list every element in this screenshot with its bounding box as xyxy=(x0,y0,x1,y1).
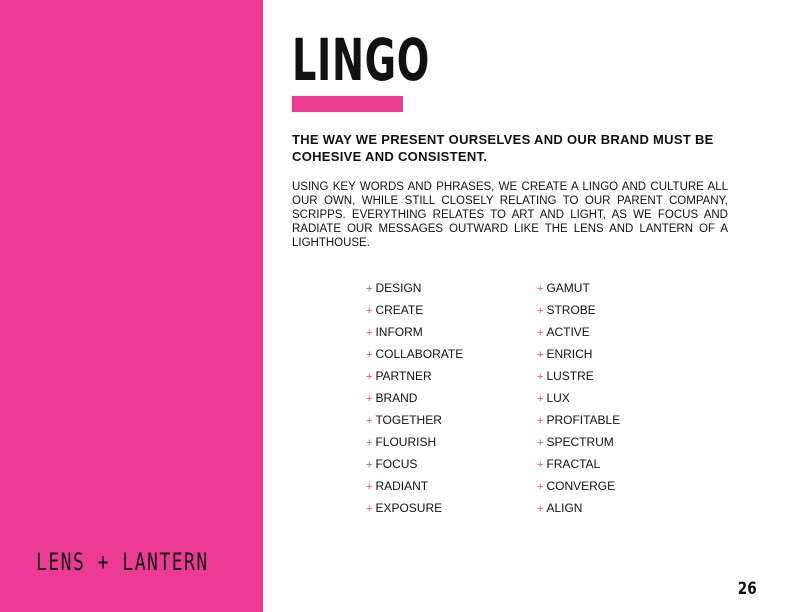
list-item-label: RADIANT xyxy=(375,479,429,493)
plus-icon: + xyxy=(537,415,544,427)
list-item xyxy=(537,434,620,456)
plus-icon: + xyxy=(537,481,544,493)
plus-icon: + xyxy=(366,349,373,361)
intro-body: USING KEY WORDS AND PHRASES, WE CREATE A LINGO AND CULTURE ALL OUR OWN, WHILE STILL CLOSELY RELATING TO OUR PARENT COMPANY, SCRIPPS. EVERYTHING RELATES TO ART AND LIGHT, AS WE FOCUS AND RADIATE OUR MESSAGES OUTWARD LIKE THE LENS AND LANTERN OF A LIGHTHOUSE. xyxy=(292,181,728,249)
brand-logo: LENS + LANTERN xyxy=(36,548,209,576)
list-item-label: STROBE xyxy=(546,303,596,317)
list-item-label: BRAND xyxy=(375,391,418,405)
sidebar-panel xyxy=(0,0,263,612)
plus-icon: + xyxy=(537,393,544,405)
list-item xyxy=(366,390,463,412)
list-item xyxy=(537,456,620,478)
word-list-right xyxy=(537,280,620,522)
word-list-left xyxy=(366,280,463,522)
plus-icon: + xyxy=(366,305,373,317)
list-item xyxy=(537,302,620,324)
list-item-label: FLOURISH xyxy=(375,435,437,449)
list-item xyxy=(366,500,463,522)
list-item xyxy=(366,456,463,478)
list-item-label: FOCUS xyxy=(375,457,418,471)
list-item-label: CONVERGE xyxy=(546,479,616,493)
list-item xyxy=(537,478,620,500)
plus-icon: + xyxy=(537,503,544,515)
list-item xyxy=(366,346,463,368)
plus-icon: + xyxy=(537,371,544,383)
list-item-label: PROFITABLE xyxy=(546,413,621,427)
plus-icon: + xyxy=(537,437,544,449)
page-number: 26 xyxy=(738,579,757,599)
list-item xyxy=(366,280,463,302)
list-item-label: INFORM xyxy=(375,325,423,339)
list-item-label: EXPOSURE xyxy=(375,501,443,515)
list-item xyxy=(537,280,620,302)
plus-icon: + xyxy=(366,503,373,515)
plus-icon: + xyxy=(537,349,544,361)
list-item-label: GAMUT xyxy=(546,281,590,295)
list-item xyxy=(366,302,463,324)
list-item-label: TOGETHER xyxy=(375,413,442,427)
list-item xyxy=(366,412,463,434)
list-item-label: ENRICH xyxy=(546,347,593,361)
intro-heading: THE WAY WE PRESENT OURSELVES AND OUR BRAND MUST BE COHESIVE AND CONSISTENT. xyxy=(292,132,714,164)
list-item-label: LUX xyxy=(546,391,570,405)
title-underline-bar xyxy=(292,96,403,112)
list-item xyxy=(366,434,463,456)
list-item-label: LUSTRE xyxy=(546,369,594,383)
list-item xyxy=(366,324,463,346)
page-title: LINGO xyxy=(292,26,430,94)
list-item xyxy=(537,346,620,368)
list-item xyxy=(537,500,620,522)
list-item-label: SPECTRUM xyxy=(546,435,614,449)
list-item xyxy=(537,324,620,346)
list-item-label: FRACTAL xyxy=(546,457,601,471)
list-item xyxy=(537,412,620,434)
plus-icon: + xyxy=(537,327,544,339)
list-item-label: COLLABORATE xyxy=(375,347,464,361)
plus-icon: + xyxy=(537,459,544,471)
list-item xyxy=(366,368,463,390)
plus-icon: + xyxy=(366,415,373,427)
list-item xyxy=(537,368,620,390)
plus-icon: + xyxy=(366,459,373,471)
list-item-label: ALIGN xyxy=(546,501,583,515)
plus-icon: + xyxy=(366,393,373,405)
plus-icon: + xyxy=(537,283,544,295)
list-item-label: CREATE xyxy=(375,303,424,317)
plus-icon: + xyxy=(366,481,373,493)
list-item xyxy=(366,478,463,500)
list-item-label: ACTIVE xyxy=(546,325,590,339)
plus-icon: + xyxy=(366,437,373,449)
plus-icon: + xyxy=(366,283,373,295)
plus-icon: + xyxy=(537,305,544,317)
list-item-label: DESIGN xyxy=(375,281,422,295)
list-item-label: PARTNER xyxy=(375,369,432,383)
plus-icon: + xyxy=(366,327,373,339)
list-item xyxy=(537,390,620,412)
plus-icon: + xyxy=(366,371,373,383)
